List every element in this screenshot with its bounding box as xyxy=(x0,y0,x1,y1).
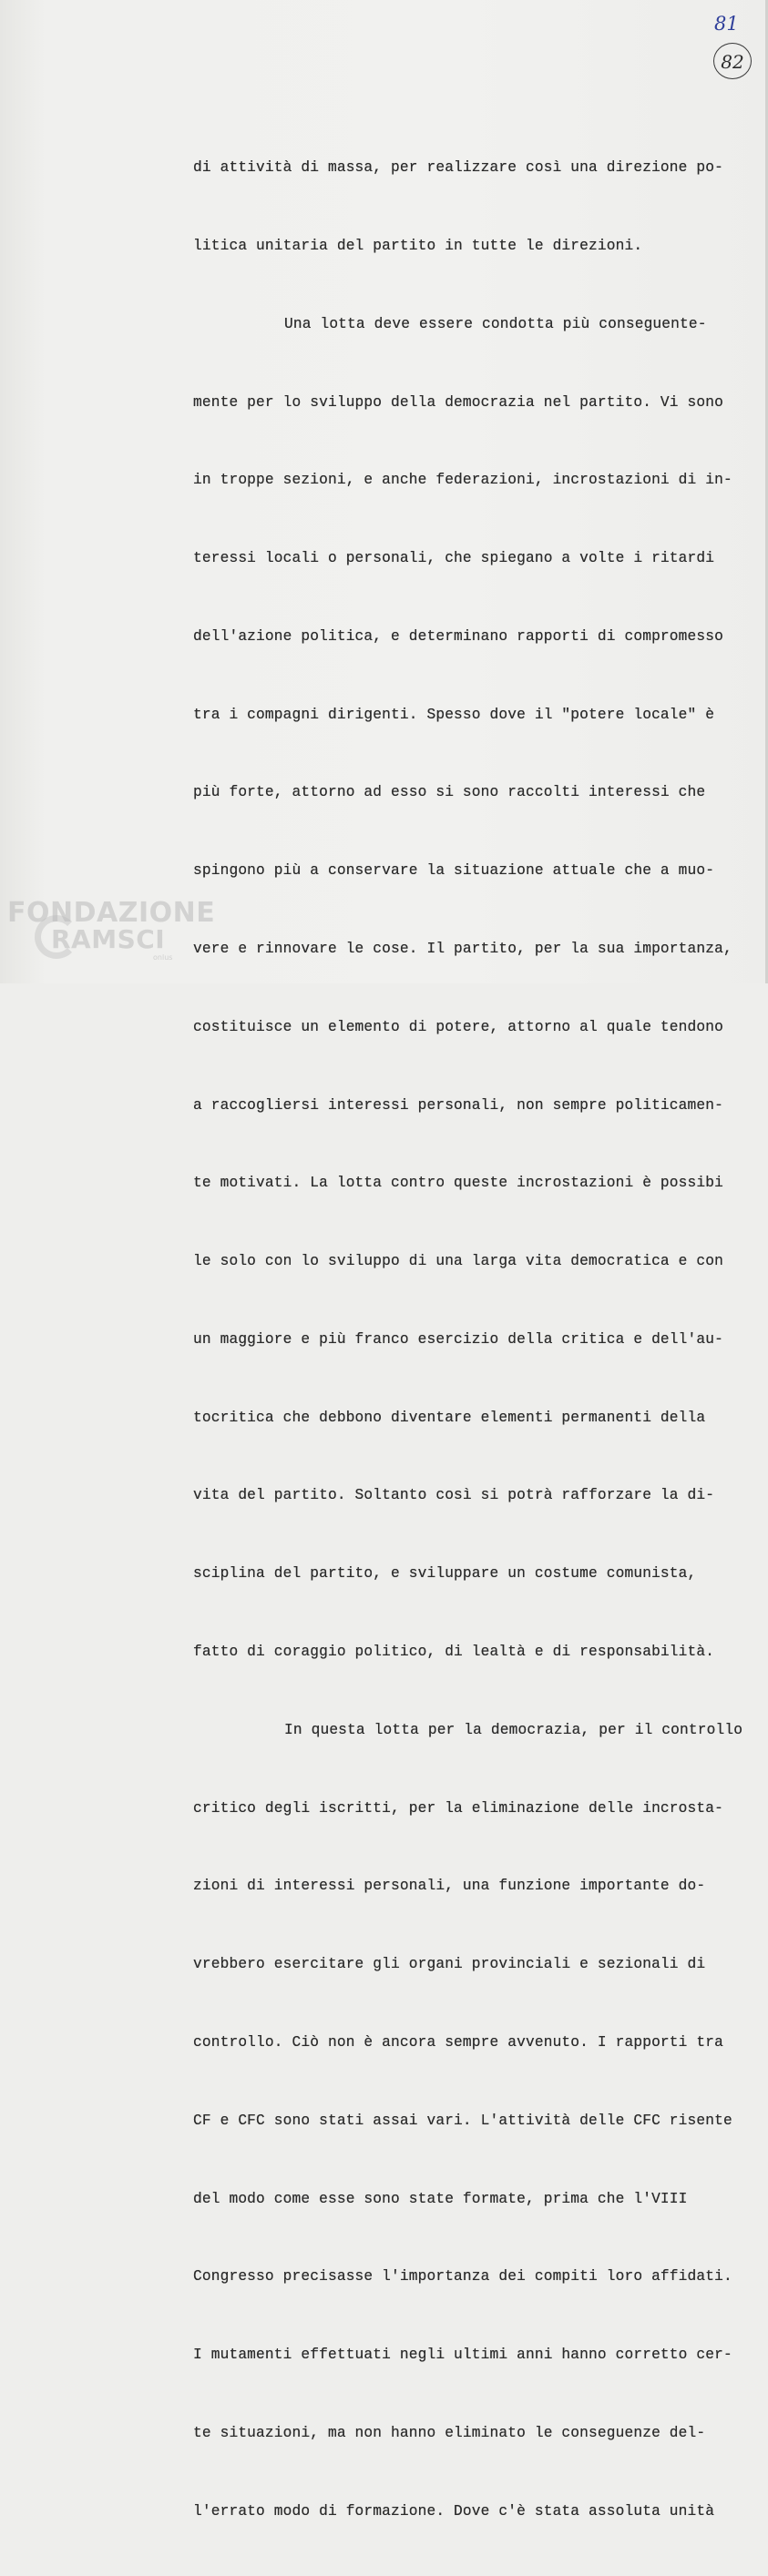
text-line: zioni di interessi personali, una funzione importante do- xyxy=(193,1878,706,1895)
text-line: teressi locali o personali, che spiegano a volte i ritardi xyxy=(193,550,715,567)
text-line: più forte, attorno ad esso si sono raccolti interessi che xyxy=(193,784,706,801)
watermark-small: onlus xyxy=(153,953,173,962)
typescript-body xyxy=(193,103,758,2576)
text-line: vere e rinnovare le cose. Il partito, per la sua importanza, xyxy=(193,941,732,957)
text-line: Congresso precisasse l'importanza dei compiti loro affidati. xyxy=(193,2268,732,2286)
text-line: un maggiore e più franco esercizio della critica e dell'au- xyxy=(193,1330,723,1348)
text-line: critico degli iscritti, per la eliminazione delle incrosta- xyxy=(193,1799,723,1817)
text-line: del modo come esse sono state formate, prima che l'VIII xyxy=(193,2190,688,2207)
text-line: te motivati. La lotta contro queste incrostazioni è possibi xyxy=(193,1175,723,1192)
text-line: spingono più a conservare la situazione attuale che a muo- xyxy=(193,862,715,880)
paragraph-start-line: In questa lotta per la democrazia, per il controllo xyxy=(284,1721,743,1738)
text-line: l'errato modo di formazione. Dove c'è stata assoluta unità xyxy=(193,2502,715,2520)
text-line: di attività di massa, per realizzare così una direzione po- xyxy=(193,159,723,177)
handwritten-page-number: 81 xyxy=(714,13,739,35)
text-line: le solo con lo sviluppo di una larga vita democratica e con xyxy=(193,1253,723,1270)
text-line: te situazioni, ma non hanno eliminato le conseguenze del- xyxy=(193,2424,706,2441)
text-line: sciplina del partito, e sviluppare un costume comunista, xyxy=(193,1565,697,1583)
text-line: tra i compagni dirigenti. Spesso dove il "potere locale" è xyxy=(193,706,715,723)
text-line: vita del partito. Soltanto così si potrà rafforzare la di- xyxy=(193,1487,715,1504)
text-line: CF e CFC sono stati assai vari. L'attività delle CFC risente xyxy=(193,2112,732,2129)
text-line: litica unitaria del partito in tutte le direzioni. xyxy=(193,237,643,254)
text-line: costituisce un elemento di potere, attorno al quale tendono xyxy=(193,1018,723,1035)
text-line: tocritica che debbono diventare elementi permanenti della xyxy=(193,1409,706,1426)
watermark-line1: FONDAZIONE xyxy=(7,897,216,929)
text-line: fatto di coraggio politico, di lealtà e di responsabilità. xyxy=(193,1644,715,1661)
text-line: in troppe sezioni, e anche federazioni, incrostazioni di in- xyxy=(193,472,732,489)
text-line: controllo. Ciò non è ancora sempre avvenuto. I rapporti tra xyxy=(193,2033,723,2051)
archive-watermark-logo xyxy=(7,897,216,979)
text-line: mente per lo sviluppo della democrazia nel partito. Vi sono xyxy=(193,393,723,411)
paragraph-start-line: Una lotta deve essere condotta più conseguente- xyxy=(284,315,707,332)
text-line: I mutamenti effettuati negli ultimi anni hanno corretto cer- xyxy=(193,2347,732,2364)
text-line: vrebbero esercitare gli organi provinciali e sezionali di xyxy=(193,1956,706,1973)
text-line: a raccogliersi interessi personali, non sempre politicamen- xyxy=(193,1096,723,1114)
text-line: dell'azione politica, e determinano rapporti di compromesso xyxy=(193,627,723,645)
circled-page-number: 82 xyxy=(713,43,752,79)
watermark-line2: RAMSCI xyxy=(51,924,166,954)
